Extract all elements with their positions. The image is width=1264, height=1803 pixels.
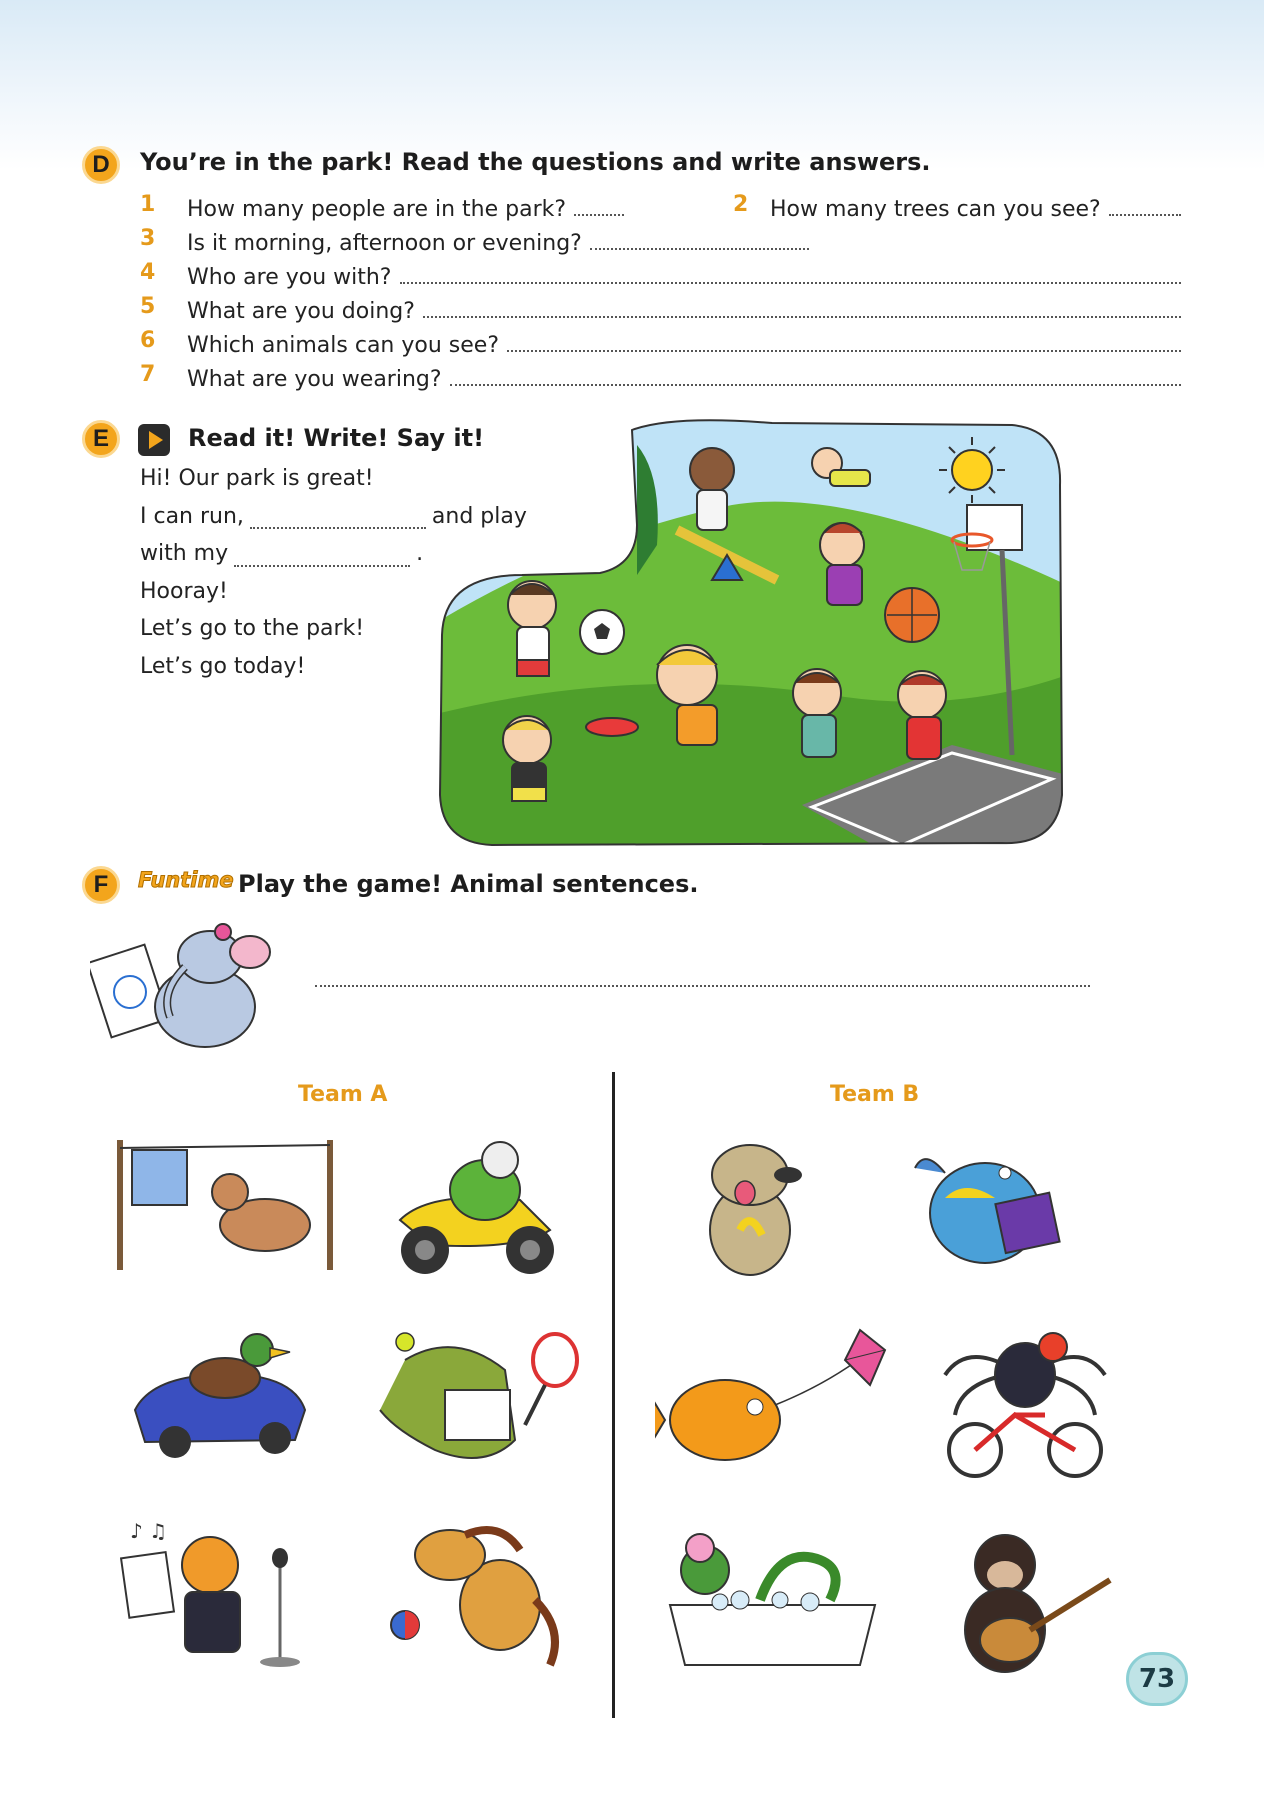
goat-hanging-washing-icon xyxy=(100,1130,340,1280)
question-number: 1 xyxy=(140,192,156,217)
sentence-answer-blank[interactable] xyxy=(315,985,1090,987)
elephant-drawing-icon xyxy=(90,922,280,1054)
answer-blank[interactable] xyxy=(400,282,1182,284)
answer-blank[interactable] xyxy=(1109,214,1181,216)
poem-line: Let’s go to the park! xyxy=(140,616,365,641)
question-number: 5 xyxy=(140,294,156,319)
poem-line: Hi! Our park is great! xyxy=(140,466,374,491)
park-illustration xyxy=(432,415,1067,850)
question-row-3 xyxy=(187,226,809,256)
question-row-7 xyxy=(187,362,1181,392)
question-text: What are you wearing? xyxy=(187,367,442,392)
poem-text: with my xyxy=(140,541,229,566)
play-audio-icon[interactable] xyxy=(138,424,170,456)
section-e-title: Read it! Write! Say it! xyxy=(188,424,485,452)
team-a-title: Team A xyxy=(298,1082,388,1107)
svg-text:♪ ♫: ♪ ♫ xyxy=(130,1520,168,1543)
answer-blank[interactable] xyxy=(590,248,809,250)
section-f-badge: F xyxy=(82,866,120,904)
horse-playing-ball-icon xyxy=(390,1520,580,1675)
question-row-1 xyxy=(187,192,664,222)
question-number: 2 xyxy=(733,192,749,217)
frog-snake-in-bath-icon xyxy=(660,1530,885,1680)
answer-blank[interactable] xyxy=(574,214,624,216)
question-text: How many people are in the park? xyxy=(187,197,567,222)
answer-blank[interactable] xyxy=(450,384,1181,386)
question-number: 3 xyxy=(140,226,156,251)
page-number: 73 xyxy=(1126,1652,1188,1706)
duck-in-car-icon xyxy=(125,1330,315,1460)
poem-text: . xyxy=(416,541,424,566)
dog-eating-banana-icon xyxy=(670,1135,860,1280)
question-number: 6 xyxy=(140,328,156,353)
spider-riding-bike-icon xyxy=(935,1325,1115,1485)
question-text: Is it morning, afternoon or evening? xyxy=(187,231,582,256)
poem-line: Let’s go today! xyxy=(140,653,306,679)
frog-on-motorbike-icon xyxy=(370,1140,570,1280)
question-text: Who are you with? xyxy=(187,265,392,290)
poem-blank[interactable] xyxy=(234,565,410,567)
question-row-5 xyxy=(187,294,1181,324)
question-row-6 xyxy=(187,328,1181,358)
bird-reading-book-icon xyxy=(905,1138,1085,1283)
poem-text: and play xyxy=(431,503,527,529)
section-d-title: You’re in the park! Read the questions and write answers. xyxy=(140,148,931,176)
poem-blank[interactable] xyxy=(250,527,426,529)
team-b-title: Team B xyxy=(830,1082,920,1107)
question-row-2 xyxy=(770,192,1181,222)
cat-singing-icon xyxy=(120,1520,330,1670)
team-divider xyxy=(612,1072,615,1718)
poem-text: I can run, xyxy=(140,503,244,529)
poem-line: Hooray! xyxy=(140,578,228,604)
question-text: How many trees can you see? xyxy=(770,197,1101,222)
fish-flying-kite-icon xyxy=(655,1325,905,1480)
funtime-label: Funtime xyxy=(138,868,234,892)
question-text: Which animals can you see? xyxy=(187,333,499,358)
question-row-4 xyxy=(187,260,1181,290)
crocodile-playing-tennis-icon xyxy=(365,1330,595,1480)
section-d-badge: D xyxy=(82,146,120,184)
section-e-badge: E xyxy=(82,420,120,458)
monkey-playing-guitar-icon xyxy=(935,1530,1120,1680)
answer-blank[interactable] xyxy=(423,316,1181,318)
question-number: 4 xyxy=(140,260,156,285)
section-f-title: Play the game! Animal sentences. xyxy=(238,870,699,898)
question-number: 7 xyxy=(140,362,156,387)
question-text: What are you doing? xyxy=(187,299,415,324)
answer-blank[interactable] xyxy=(507,350,1181,352)
